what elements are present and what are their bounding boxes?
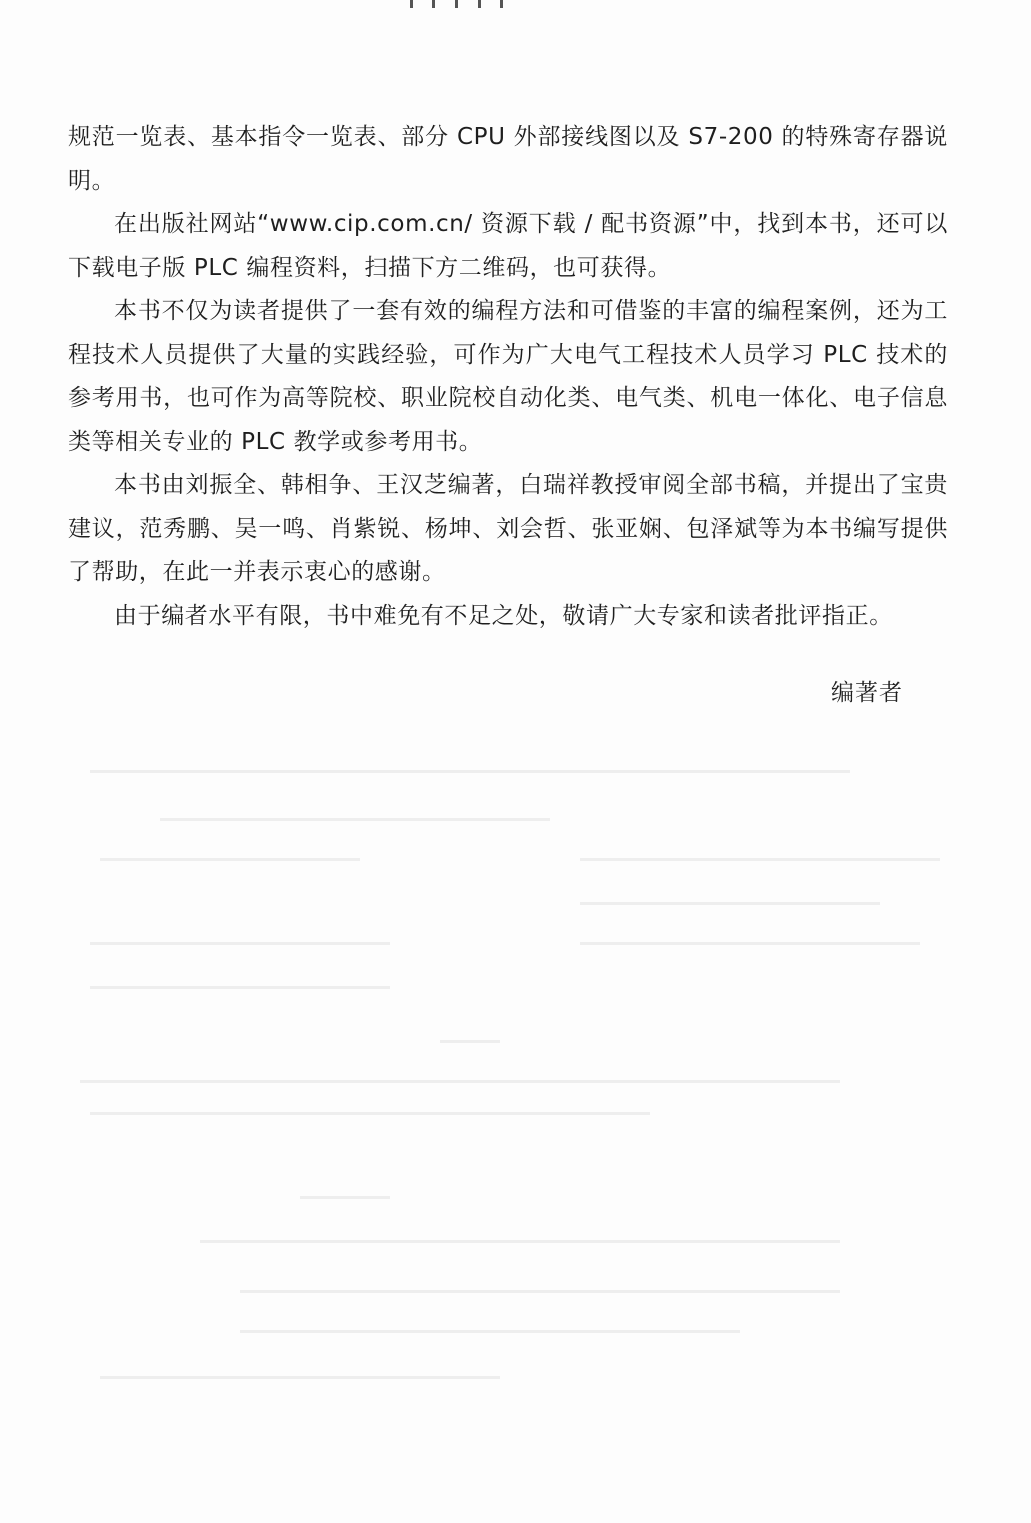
paragraph-3: 本书不仅为读者提供了一套有效的编程方法和可借鉴的丰富的编程案例，还为工程技术人员提供了大量的实践经验，可作为广大电气工程技术人员学习 PLC 技术的参考用书，也可作为高等院校、职业院校自动化类、电气类、机电一体化、电子信息类等相关专业的 PLC 教学或参考用书。 bbox=[68, 298, 948, 455]
author-signature: 编著者 bbox=[831, 680, 903, 706]
paragraph-4: 本书由刘振全、韩相争、王汉芝编著，白瑞祥教授审阅全部书稿，并提出了宝贵建议，范秀鹏、吴一鸣、肖紫锐、杨坤、刘会哲、张亚娴、包泽斌等为本书编写提供了帮助，在此一并表示衷心的感谢。 bbox=[68, 472, 948, 585]
paragraph-1: 规范一览表、基本指令一览表、部分 CPU 外部接线图以及 S7-200 的特殊寄存器说明。 bbox=[68, 124, 948, 194]
page-top-edge-marks bbox=[400, 0, 520, 10]
body-text bbox=[68, 116, 948, 638]
paragraph-2: 在出版社网站“www.cip.com.cn/ 资源下载 / 配书资源”中，找到本书，还可以下载电子版 PLC 编程资料，扫描下方二维码，也可获得。 bbox=[68, 211, 948, 281]
paragraph-5: 由于编者水平有限，书中难免有不足之处，敬请广大专家和读者批评指正。 bbox=[114, 602, 893, 629]
